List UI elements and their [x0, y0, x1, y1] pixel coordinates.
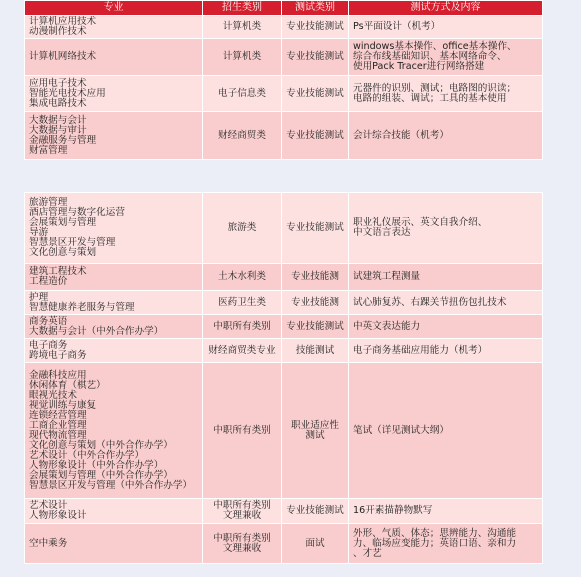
major-name: 休闲体育（棋艺）	[29, 379, 106, 391]
major-name: 大数据与会计（中外合作办学）	[29, 325, 164, 337]
major-name: 会展策划与管理	[29, 217, 97, 228]
table-row	[25, 499, 543, 524]
table-top-body	[25, 16, 543, 160]
major-name: 应用电子技术	[29, 77, 87, 89]
method-text: 电子商务基础应用能力（机考）	[353, 344, 488, 356]
major-name: 建筑工程技术	[29, 266, 87, 277]
major-name: 工商企业管理	[29, 419, 87, 431]
test-type-text: 专业技能测	[291, 271, 339, 282]
method-cell	[349, 363, 543, 499]
major-name: 导游	[29, 227, 49, 238]
table-row	[25, 76, 543, 112]
method-text: 16开素描静物默写	[353, 505, 433, 516]
table-row	[25, 315, 543, 339]
method-text: windows基本操作、office基本操作、	[353, 41, 517, 52]
test-type-cell	[282, 16, 349, 39]
test-type-text: 专业技能测试	[286, 320, 344, 332]
table-row	[25, 16, 543, 39]
method-cell	[349, 339, 543, 363]
table-row	[25, 264, 543, 291]
major-name: 动漫制作技术	[29, 26, 87, 37]
major-name: 眼视光技术	[29, 389, 77, 401]
test-type-cell	[282, 499, 349, 524]
admission-table-top	[24, 0, 543, 160]
test-type-cell	[282, 112, 349, 160]
category-cell	[203, 339, 282, 363]
major-cell	[25, 363, 203, 499]
header-test-type: 测试类别	[282, 1, 349, 16]
test-type-cell	[282, 291, 349, 315]
table-header-row	[25, 1, 543, 16]
major-name: 电子商务	[29, 339, 68, 351]
major-name: 商务英语	[29, 315, 68, 327]
test-type-text: 专业技能测试	[286, 21, 344, 32]
method-text: 职业礼仪展示、英文自我介绍、	[353, 217, 488, 228]
category-text: 电子信息类	[218, 87, 266, 99]
method-cell	[349, 264, 543, 291]
test-type-cell	[282, 39, 349, 76]
test-type-cell	[282, 264, 349, 291]
admission-table-bottom	[24, 192, 543, 564]
method-cell	[349, 315, 543, 339]
major-name: 连锁经营管理	[29, 409, 87, 421]
major-name: 计算机网络技术	[29, 51, 97, 62]
header-major: 专业	[25, 1, 203, 16]
method-text: 、才艺	[353, 547, 382, 559]
category-cell	[203, 315, 282, 339]
major-name: 集成电路技术	[29, 97, 87, 109]
category-text: 中职所有类别	[213, 500, 271, 511]
method-text: 中文语言表达	[353, 227, 411, 238]
category-text: 中职所有类别	[213, 532, 271, 544]
major-name: 艺术设计	[29, 500, 68, 511]
method-text: Ps平面设计（机考）	[353, 21, 441, 32]
method-text: 力、临场应变能力；英语口语、亲和力	[353, 537, 517, 549]
major-name: 文化创意与策划（中外合作办学）	[29, 439, 173, 451]
method-text: 中英文表达能力	[353, 320, 421, 332]
major-cell	[25, 291, 203, 315]
table-row	[25, 193, 543, 264]
table-row	[25, 363, 543, 499]
category-cell	[203, 16, 282, 39]
category-text: 财经商贸类	[218, 129, 266, 141]
category-text: 中职所有类别	[213, 320, 271, 332]
test-type-text: 专业技能测试	[286, 87, 344, 99]
major-cell	[25, 339, 203, 363]
test-type-cell	[282, 193, 349, 264]
method-cell	[349, 524, 543, 564]
test-type-cell	[282, 315, 349, 339]
test-type-text: 面试	[305, 537, 325, 549]
major-name: 空中乘务	[29, 537, 68, 549]
table-row	[25, 39, 543, 76]
major-name: 大数据与会计	[29, 114, 87, 126]
table-row	[25, 524, 543, 564]
major-name: 智慧景区开发与管理	[29, 237, 116, 248]
major-name: 智慧健康养老服务与管理	[29, 301, 135, 313]
major-cell	[25, 39, 203, 76]
test-type-text: 测试	[305, 429, 325, 441]
method-cell	[349, 499, 543, 524]
method-text: 元器件的识别、测试；电路图的识读；	[353, 82, 517, 94]
method-text: 笔试（详见测试大纲）	[353, 424, 449, 436]
major-name: 计算机应用技术	[29, 16, 97, 27]
method-cell	[349, 76, 543, 112]
major-name: 大数据与审计	[29, 124, 87, 136]
test-type-text: 技能测试	[295, 344, 335, 356]
category-text: 计算机类	[222, 21, 262, 32]
major-name: 文化创意与策划	[29, 247, 97, 258]
method-text: 试心肺复苏、右踝关节扭伤包扎技术	[353, 296, 507, 308]
method-cell	[349, 291, 543, 315]
test-type-text: 专业技能测	[291, 296, 339, 308]
method-cell	[349, 193, 543, 264]
major-name: 金融科技应用	[29, 369, 87, 381]
category-cell	[203, 499, 282, 524]
test-type-cell	[282, 363, 349, 499]
category-cell	[203, 363, 282, 499]
major-name: 会展策划与管理（中外合作办学）	[29, 469, 173, 481]
test-type-text: 专业技能测试	[286, 51, 344, 62]
major-name: 艺术设计（中外合作办学）	[29, 449, 145, 461]
test-type-cell	[282, 339, 349, 363]
category-text: 土木水利类	[218, 271, 266, 282]
major-name: 财富管理	[29, 144, 68, 156]
header-category: 招生类别	[203, 1, 282, 16]
major-name: 酒店管理与数字化运营	[29, 207, 125, 218]
method-text: 使用Pack Tracer进行网络搭建	[353, 61, 485, 72]
major-name: 智能光电技术应用	[29, 87, 106, 99]
category-text: 文理兼收	[222, 542, 262, 554]
test-type-text: 职业适应性	[291, 419, 339, 431]
major-cell	[25, 264, 203, 291]
method-text: 电路的组装、调试；工具的基本使用	[353, 92, 507, 104]
test-type-text: 专业技能测试	[286, 222, 344, 233]
table-bottom-body	[25, 193, 543, 564]
category-cell	[203, 193, 282, 264]
category-cell	[203, 39, 282, 76]
major-name: 人物形象设计	[29, 510, 87, 521]
major-name: 跨境电子商务	[29, 349, 87, 361]
major-name: 旅游管理	[29, 197, 68, 208]
category-text: 文理兼收	[222, 510, 262, 521]
major-name: 金融服务与管理	[29, 134, 97, 146]
test-type-cell	[282, 76, 349, 112]
major-name: 智慧景区开发与管理（中外合作办学）	[29, 479, 193, 491]
test-type-text: 专业技能测试	[286, 129, 344, 141]
major-cell	[25, 112, 203, 160]
table-row	[25, 112, 543, 160]
method-text: 外形、气质、体态；思辨能力、沟通能	[353, 527, 517, 539]
major-cell	[25, 16, 203, 39]
table-row	[25, 291, 543, 315]
category-text: 旅游类	[227, 222, 257, 233]
test-type-cell	[282, 524, 349, 564]
category-cell	[203, 291, 282, 315]
major-name: 视觉训练与康复	[29, 399, 97, 411]
method-text: 试建筑工程测量	[353, 271, 421, 282]
category-cell	[203, 76, 282, 112]
major-name: 人物形象设计（中外合作办学）	[29, 459, 164, 471]
major-cell	[25, 76, 203, 112]
category-text: 医药卫生类	[218, 296, 266, 308]
method-cell	[349, 16, 543, 39]
major-cell	[25, 499, 203, 524]
category-text: 计算机类	[222, 51, 262, 62]
test-type-text: 专业技能测试	[286, 505, 344, 516]
category-cell	[203, 112, 282, 160]
category-text: 财经商贸类专业	[208, 344, 276, 356]
category-text: 中职所有类别	[213, 424, 271, 436]
category-cell	[203, 264, 282, 291]
major-cell	[25, 524, 203, 564]
major-name: 工程造价	[29, 276, 68, 287]
header-method: 测试方式及内容	[349, 1, 543, 16]
major-name: 护理	[29, 291, 49, 303]
major-name: 现代物流管理	[29, 429, 87, 441]
table-row	[25, 339, 543, 363]
category-cell	[203, 524, 282, 564]
method-cell	[349, 112, 543, 160]
major-cell	[25, 315, 203, 339]
major-cell	[25, 193, 203, 264]
method-text: 会计综合技能（机考）	[353, 129, 449, 141]
method-text: 综合布线基础知识、基本网络命令、	[353, 51, 507, 62]
method-cell	[349, 39, 543, 76]
